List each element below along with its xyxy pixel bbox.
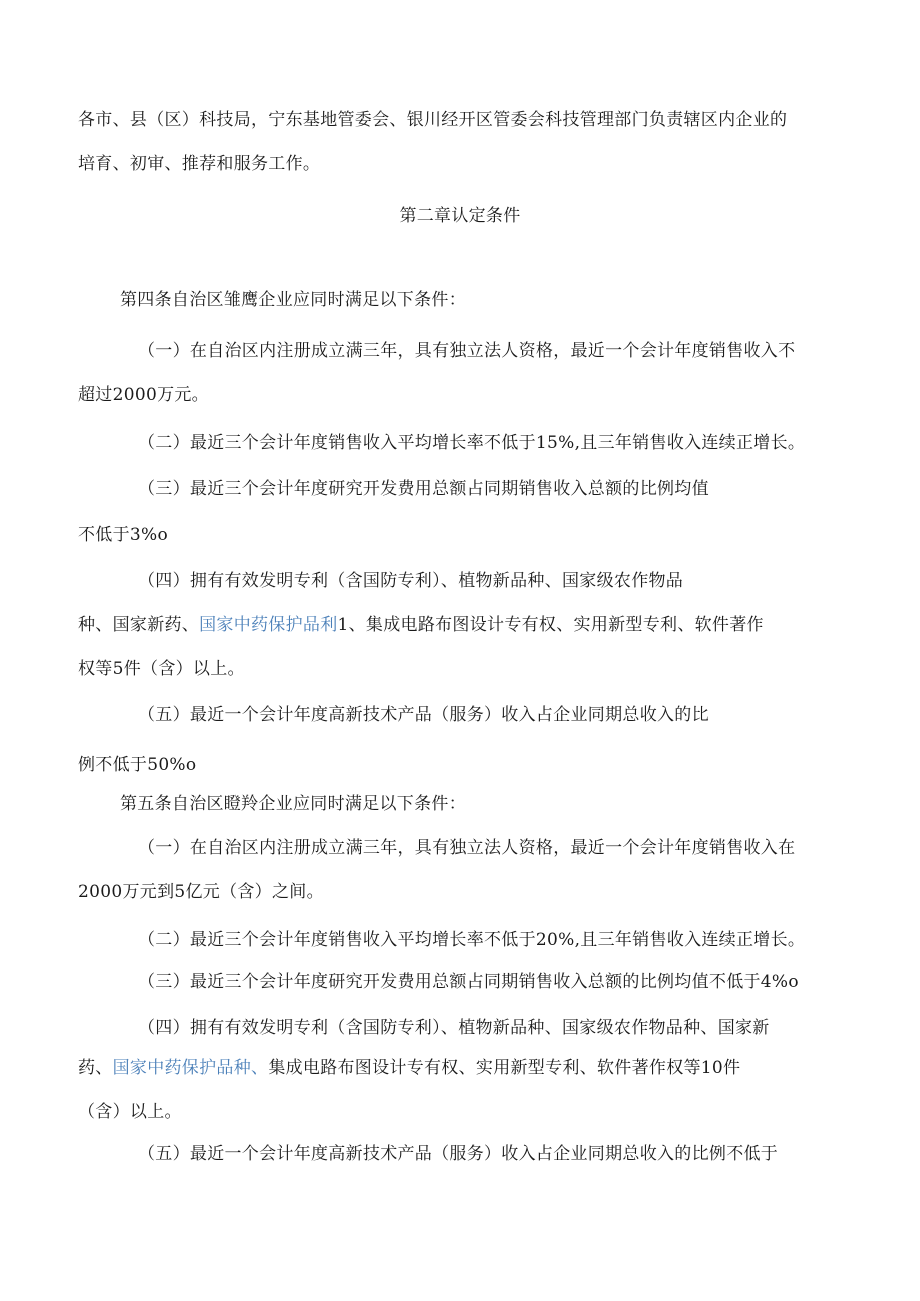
intro-line-1: 各市、县（区）科技局，宁东基地管委会、银川经开区管委会科技管理部门负责辖区内企业的 xyxy=(78,110,788,130)
article-4-item-3-line-1: （三）最近三个会计年度研究开发费用总额占同期销售收入总额的比例均值 xyxy=(138,479,709,499)
article-5-title: 第五条自治区瞪羚企业应同时满足以下条件： xyxy=(120,794,466,814)
article-5-item-1-line-1: （一）在自治区内注册成立满三年，具有独立法人资格，最近一个会计年度销售收入在 xyxy=(138,838,796,858)
article-5-item-3: （三）最近三个会计年度研究开发费用总额占同期销售收入总额的比例均值不低于4%o xyxy=(138,972,799,992)
article-5-item-4-line-2-pre: 药、 xyxy=(78,1058,113,1078)
article-4-item-4-line-1: （四）拥有有效发明专利（含国防专利）、植物新品种、国家级农作物品 xyxy=(138,571,684,591)
article-5-item-4-line-2 xyxy=(78,1056,740,1080)
article-4-item-4-line-3: 权等5件（含）以上。 xyxy=(78,659,245,679)
article-4-item-4-highlight-link[interactable]: 国家中药保护品利 xyxy=(199,615,338,635)
article-4-item-4-line-2-post: 1、集成电路布图设计专有权、实用新型专利、软件著作 xyxy=(337,615,764,635)
chapter-title: 第二章认定条件 xyxy=(399,206,521,226)
article-5-item-1-line-2: 2000万元到5亿元（含）之间。 xyxy=(78,882,324,902)
article-5-item-2: （二）最近三个会计年度销售收入平均增长率不低于20%,且三年销售收入连续正增长。 xyxy=(138,930,806,950)
article-4-item-5-line-2: 例不低于50%o xyxy=(78,755,197,775)
article-4-item-2: （二）最近三个会计年度销售收入平均增长率不低于15%,且三年销售收入连续正增长。 xyxy=(138,433,806,453)
article-4-item-5-line-1: （五）最近一个会计年度高新技术产品（服务）收入占企业同期总收入的比 xyxy=(138,705,709,725)
article-4-item-1-line-1: （一）在自治区内注册成立满三年，具有独立法人资格，最近一个会计年度销售收入不 xyxy=(138,341,796,361)
article-5-item-4-highlight-link[interactable]: 国家中药保护品种、 xyxy=(112,1058,269,1078)
article-4-title: 第四条自治区雏鹰企业应同时满足以下条件： xyxy=(120,290,466,310)
article-5-item-4-line-2-post: 集成电路布图设计专有权、实用新型专利、软件著作权等10件 xyxy=(268,1058,741,1078)
article-4-item-4-line-2-pre: 种、国家新药、 xyxy=(78,615,200,635)
intro-line-2: 培育、初审、推荐和服务工作。 xyxy=(78,154,321,174)
article-5-item-4-line-1: （四）拥有有效发明专利（含国防专利）、植物新品种、国家级农作物品种、国家新 xyxy=(138,1018,770,1038)
article-4-item-3-line-2: 不低于3%o xyxy=(78,525,169,545)
article-5-item-4-line-3: （含）以上。 xyxy=(78,1102,182,1122)
article-4-item-4-line-2 xyxy=(78,613,764,637)
article-4-item-1-line-2: 超过2000万元。 xyxy=(78,385,209,405)
article-5-item-5-line-1: （五）最近一个会计年度高新技术产品（服务）收入占企业同期总收入的比例不低于 xyxy=(138,1144,779,1164)
